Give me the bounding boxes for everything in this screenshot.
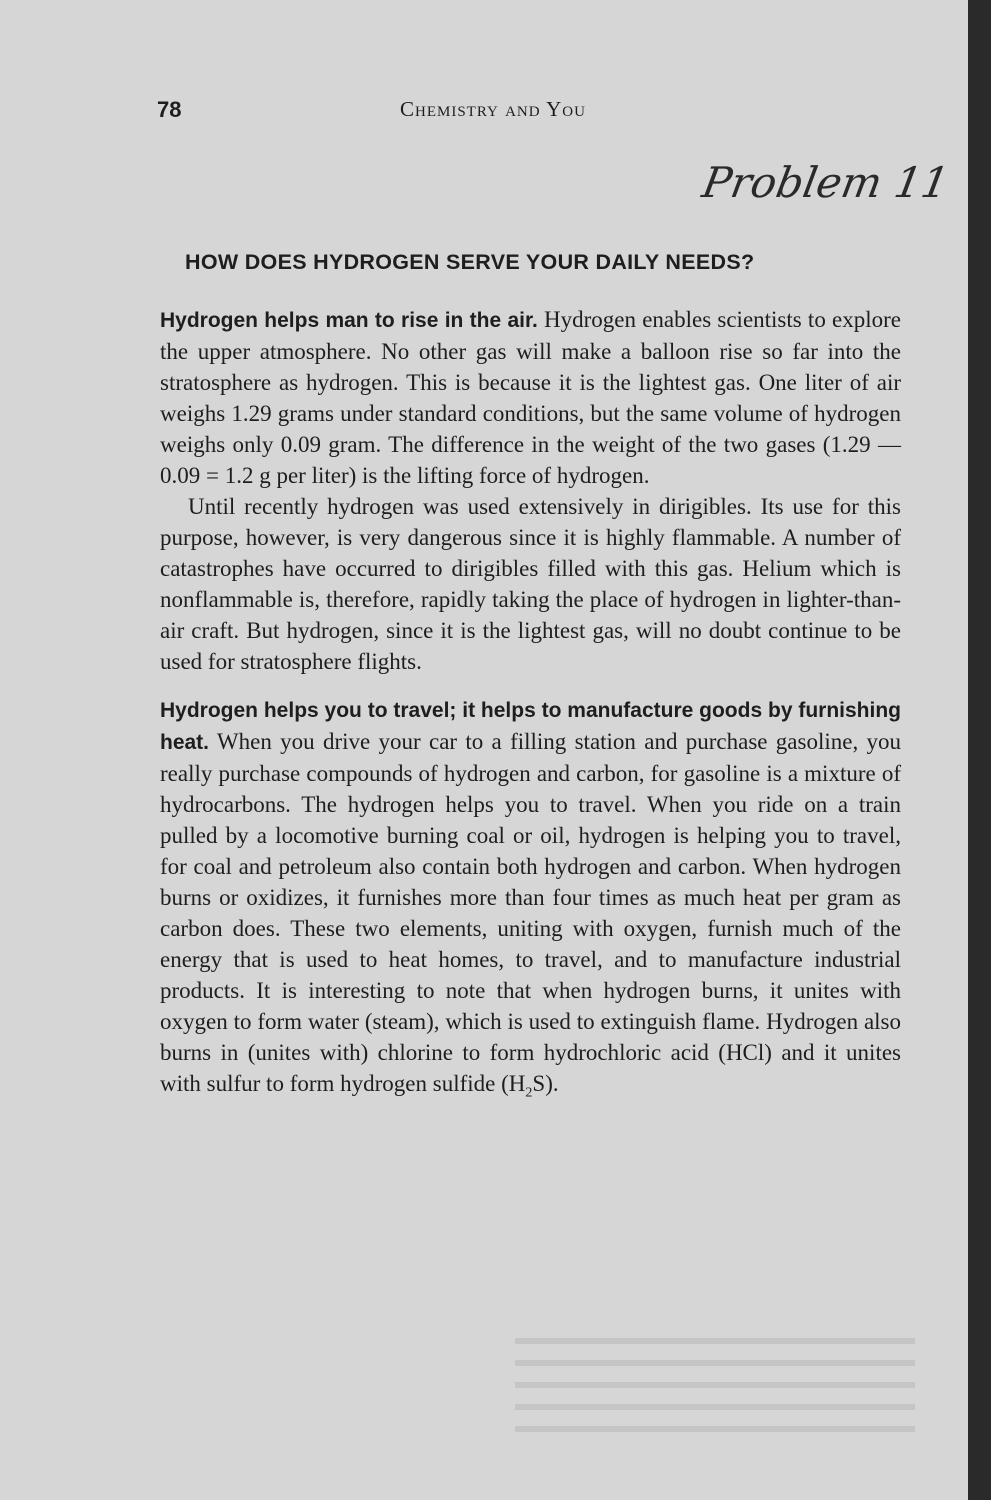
paragraph	[160, 304, 901, 491]
section-heading: HOW DOES HYDROGEN SERVE YOUR DAILY NEEDS?	[185, 250, 755, 274]
body-text	[160, 304, 901, 1109]
book-title: Chemistry and You	[400, 97, 586, 121]
running-head	[157, 97, 897, 127]
paragraph	[160, 694, 901, 1109]
chemical-formula: $(H_2S)$.	[501, 1071, 559, 1101]
paragraph: Until recently hydrogen was used extensively in dirigibles. Its use for this purpose, however, is very dangerous since it is highly flammable. A number of catastrophes have occurred to dirigibles filled with this gas. Helium which is nonflammable is, therefore, rapidly taking the place of hydrogen in lighter-than-air craft. But hydrogen, since it is the lightest gas, will no doubt continue to be used for stratosphere flights.	[160, 494, 901, 674]
paragraph-lead: Hydrogen helps you to travel; it helps to manufacture goods by furnishing heat.	[160, 699, 901, 754]
paragraph-text: When you drive your car to a filling station and purchase gasoline, you really purchase compounds of hydrogen and carbon, for gasoline is a mixture of hydrocarbons. The hydrogen helps you to travel. When you ride on a train pulled by a locomotive burning coal or oil, hydrogen is helping you to travel, for coal and petroleum also contain both hydrogen and carbon. When hydrogen burns or oxidizes, it furnishes more than four times as much heat per gram as carbon does. These two elements, uniting with oxygen, furnish much of the energy that is used to heat homes, to travel, and to manufacture industrial products. It is interesting to note that when hydrogen burns, it unites with oxygen to form water (steam), which is used to extinguish flame. Hydrogen also burns in (unites with) chlorine to form hydrochloric acid (HCl) and it unites with sulfur to form hydrogen sulfide	[160, 729, 901, 1096]
page-number: 78	[157, 97, 182, 122]
paragraph-text: Hydrogen enables scientists to explore the upper atmosphere. No other gas will make a balloon rise so far into the stratosphere as hydrogen. This is because it is the lightest gas. One liter of air weighs 1.29 grams under standard conditions, but the same volume of hydrogen weighs only 0.09 gram. The difference in the weight of the two gases (1.29 —0.09 = 1.2 g per liter) is the lifting force of hydrogen.	[160, 307, 901, 488]
paragraph-lead: Hydrogen helps man to rise in the air.	[160, 309, 538, 332]
bleed-through-text	[515, 1338, 915, 1438]
page-edge	[968, 0, 991, 1500]
handwritten-annotation: Problem 11	[698, 158, 953, 207]
